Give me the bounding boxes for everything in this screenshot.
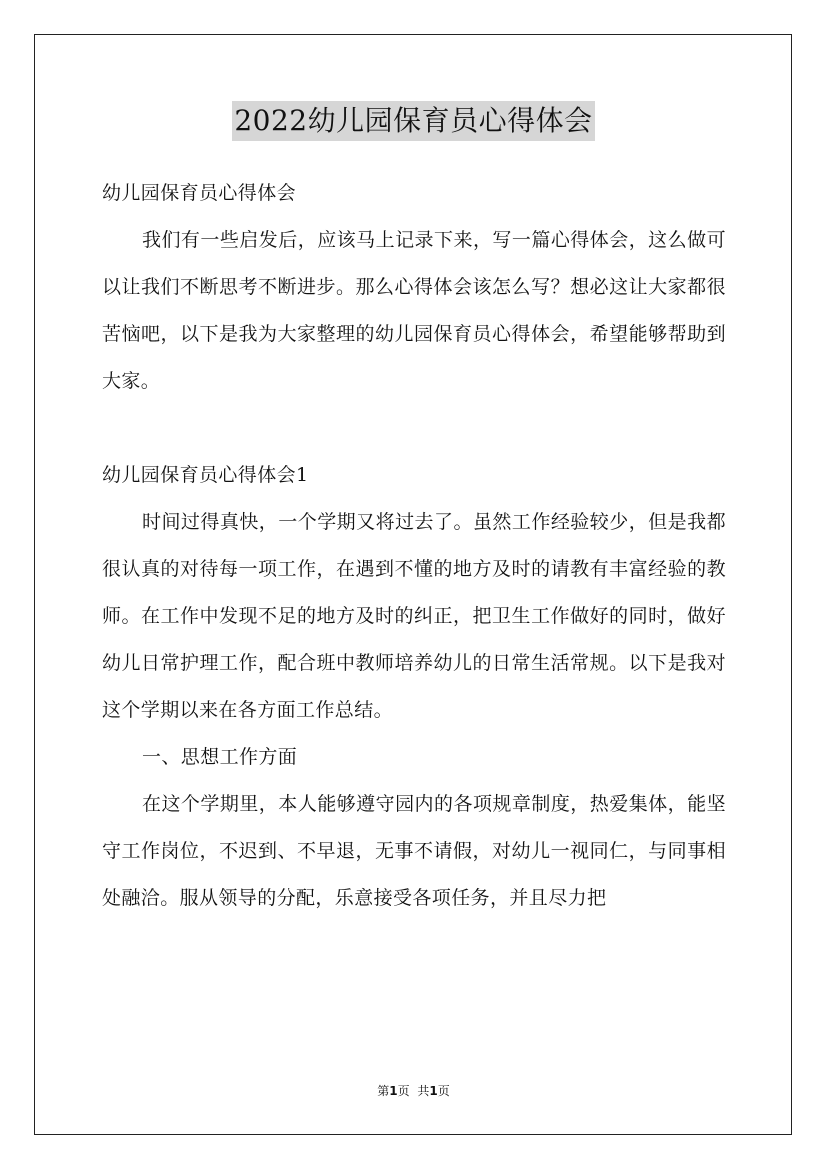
footer-total-prefix: 共 <box>417 1084 430 1098</box>
footer-page-suffix: 页 <box>397 1084 410 1098</box>
body-paragraph: 在这个学期里，本人能够遵守园内的各项规章制度，热爱集体，能坚守工作岗位，不迟到、不早退，无事不请假，对幼儿一视同仁，与同事相处融洽。服从领导的分配，乐意接受各项任务，并且尽力把 <box>102 793 726 909</box>
footer-prefix: 第 <box>377 1084 390 1098</box>
document-subtitle: 幼儿园保育员心得体会 <box>102 182 297 204</box>
document-body <box>102 170 726 922</box>
document-title <box>0 100 827 141</box>
section-heading: 幼儿园保育员心得体会1 <box>102 464 309 486</box>
body-paragraph: 时间过得真快，一个学期又将过去了。虽然工作经验较少，但是我都很认真的对待每一项工作，在遇到不懂的地方及时的请教有丰富经验的教师。在工作中发现不足的地方及时的纠正，把卫生工作做好的同时，做好幼儿日常护理工作，配合班中教师培养幼儿的日常生活常规。以下是我对这个学期以来在各方面工作总结。 <box>102 511 726 721</box>
sub-heading: 一、思想工作方面 <box>142 746 298 768</box>
blank-line <box>102 405 726 452</box>
page-footer <box>0 1083 827 1099</box>
intro-paragraph: 我们有一些启发后，应该马上记录下来，写一篇心得体会，这么做可以让我们不断思考不断进步。那么心得体会该怎么写？想必这让大家都很苦恼吧，以下是我为大家整理的幼儿园保育员心得体会，希望能够帮助到大家。 <box>102 229 726 392</box>
total-pages: 1 <box>429 1084 438 1098</box>
footer-total-suffix: 页 <box>437 1084 450 1098</box>
document-title-text: 2022幼儿园保育员心得体会 <box>232 101 594 141</box>
page-number: 1 <box>389 1084 398 1098</box>
